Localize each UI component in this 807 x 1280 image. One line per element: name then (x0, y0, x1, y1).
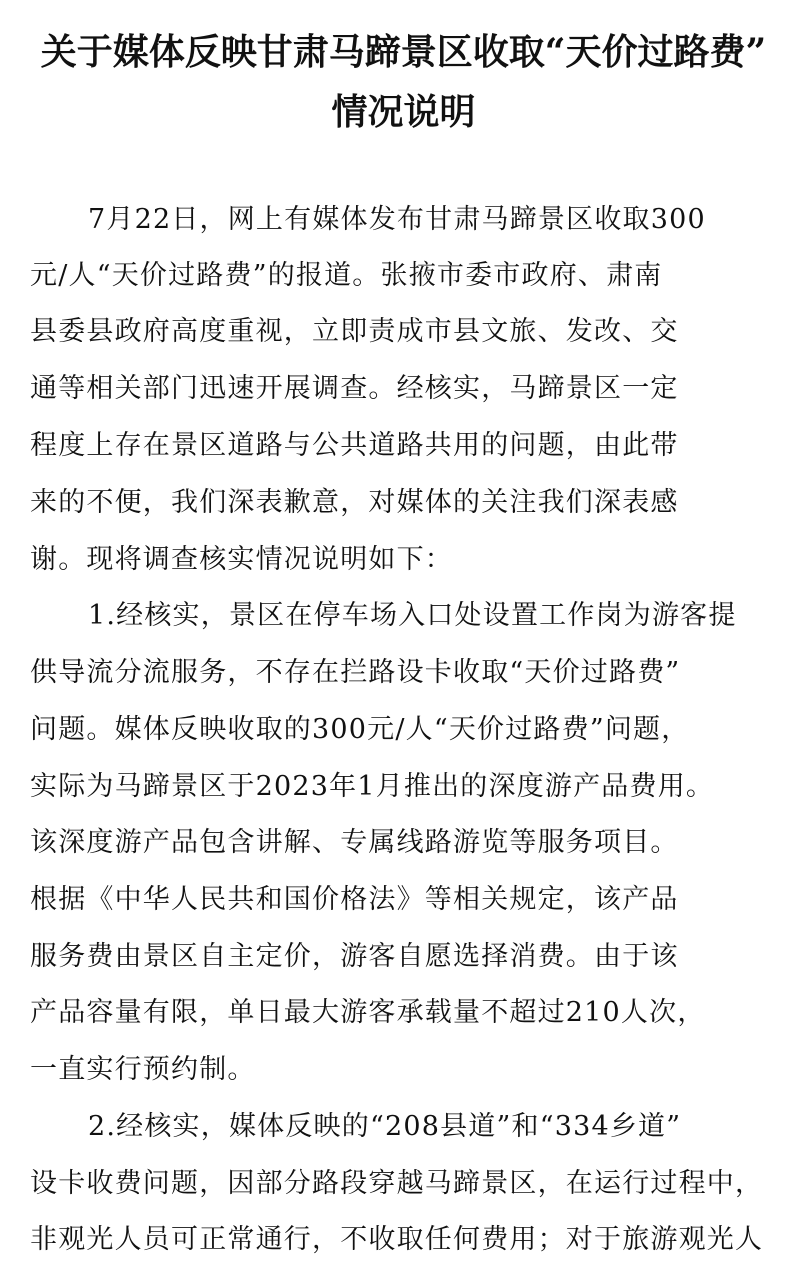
paragraph-line: 元/人“天价过路费”的报道。张掖市委市政府、肃南 (30, 260, 663, 291)
paragraph-line: 7月22日，网上有媒体发布甘肃马蹄景区收取300 (88, 204, 706, 235)
paragraph-line: 服务费由景区自主定价，游客自愿选择消费。由于该 (30, 941, 679, 972)
paragraph-line: 该深度游产品包含讲解、专属线路游览等服务项目。 (30, 827, 679, 858)
paragraph-line: 通等相关部门迅速开展调查。经核实，马蹄景区一定 (30, 373, 679, 404)
paragraph-line: 问题。媒体反映收取的300元/人“天价过路费”问题， (30, 714, 690, 745)
document-title-line-2: 情况说明 (331, 91, 476, 133)
paragraph-line: 来的不便，我们深表歉意，对媒体的关注我们深表感 (30, 487, 679, 518)
paragraph-line: 程度上存在景区道路与公共道路共用的问题，由此带 (30, 430, 679, 461)
paragraph-line: 1.经核实，景区在停车场入口处设置工作岗为游客提 (88, 600, 737, 631)
paragraph-line: 谢。现将调查核实情况说明如下： (30, 544, 453, 575)
paragraph-line: 设卡收费问题，因部分路段穿越马蹄景区，在运行过程中， (30, 1168, 764, 1199)
paragraph-line: 一直实行预约制。 (30, 1054, 256, 1085)
paragraph-line: 产品容量有限，单日最大游客承载量不超过210人次， (30, 997, 706, 1028)
paragraph-line: 2.经核实，媒体反映的“208县道”和“334乡道” (88, 1111, 682, 1142)
paragraph-line: 根据《中华人民共和国价格法》等相关规定，该产品 (30, 884, 679, 915)
paragraph-line: 实际为马蹄景区于2023年1月推出的深度游产品费用。 (30, 771, 715, 802)
paragraph-line: 县委县政府高度重视，立即责成市县文旅、发改、交 (30, 316, 679, 347)
paragraph-line: 非观光人员可正常通行，不收取任何费用；对于旅游观光人 (30, 1224, 764, 1255)
paragraph-line: 供导流分流服务，不存在拦路设卡收取“天价过路费” (30, 657, 681, 688)
document-title-line-1: 关于媒体反映甘肃马蹄景区收取“天价过路费” (40, 31, 767, 73)
